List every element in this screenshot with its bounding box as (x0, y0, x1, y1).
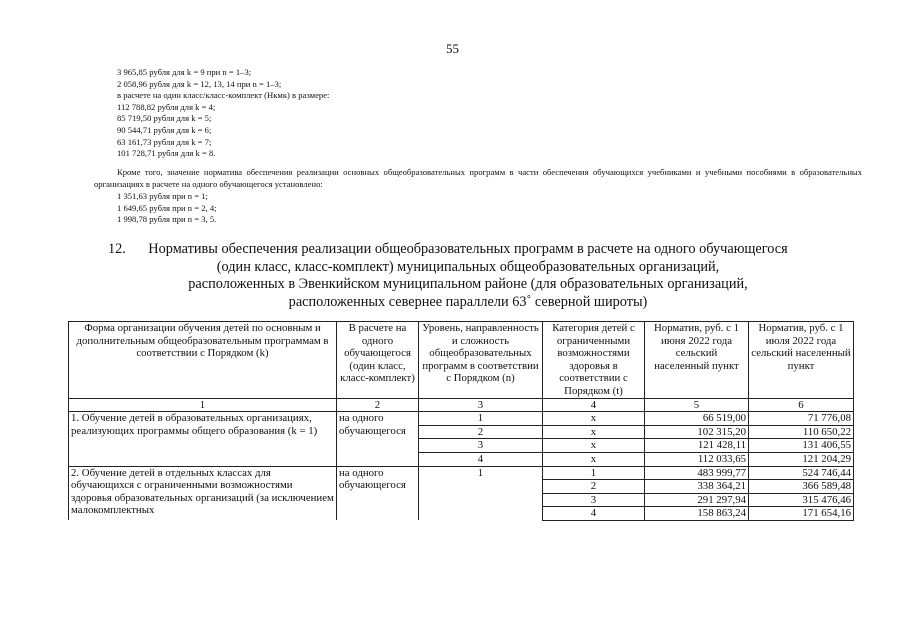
table-row (69, 466, 854, 480)
category-cell: 3 (543, 493, 645, 507)
section-number: 12. (108, 241, 126, 257)
norm-july-cell: 171 654,16 (749, 507, 854, 521)
section-title-line: расположенных севернее параллели 63˚ северной широты) (288, 293, 648, 310)
column-number-row (69, 398, 854, 412)
table-header-row (69, 322, 854, 399)
norm-june-cell: 102 315,20 (645, 425, 749, 439)
header-level: Уровень, направленность и сложность общеобразовательных программ в соответствии с Порядком (n) (419, 322, 543, 399)
header-form: Форма организации обучения детей по основным и дополнительным общеобразовательным программам в соответствии с Порядком (k) (69, 322, 337, 399)
group1-per: на одного обучающегося (337, 412, 419, 466)
intro-line: 85 719,50 рубля для k = 5; (117, 113, 212, 124)
intro-line: 3 965,85 рубля для k = 9 при n = 1–3; (117, 67, 252, 77)
norm-july-cell: 131 406,55 (749, 439, 854, 453)
column-number: 1 (69, 398, 337, 412)
category-cell: 2 (543, 480, 645, 494)
norm-july-cell: 121 204,29 (749, 452, 854, 466)
section-title-line: Нормативы обеспечения реализации общеобразовательных программ в расчете на одного обучающегося (148, 241, 788, 257)
norms-table (68, 321, 854, 521)
norm-july-cell: 366 589,48 (749, 480, 854, 494)
column-number: 5 (645, 398, 749, 412)
header-category: Категория детей с ограниченными возможностями здоровья в соответствии с Порядком (t) (543, 322, 645, 399)
intro-line: 112 788,82 рубля для k = 4; (117, 101, 216, 112)
section-title-line: (один класс, класс-комплект) муниципальных общеобразовательных организаций, (216, 258, 720, 275)
norm-june-cell: 291 297,94 (645, 493, 749, 507)
level-cell: 3 (419, 439, 543, 453)
category-cell: 4 (543, 507, 645, 521)
category-cell: 1 (543, 466, 645, 480)
intro-line: 101 728,71 рубля для k = 8. (117, 148, 216, 159)
column-number: 4 (543, 398, 645, 412)
textbook-amounts (117, 191, 217, 226)
group2-form: 2. Обучение детей в отдельных классах для обучающихся с ограниченными возможностями здоровья образовательных организаций (за исключением малокомплектных (69, 466, 337, 520)
header-norm-july: Норматив, руб. с 1 июля 2022 года сельский населенный пункт (749, 322, 854, 399)
norm-june-cell: 121 428,11 (645, 439, 749, 453)
amount-line: 1 351,63 рубля при n = 1; (117, 191, 208, 201)
column-number: 2 (337, 398, 419, 412)
section-heading (108, 241, 828, 311)
amount-line: 1 998,78 рубля при n = 3, 5. (117, 214, 217, 225)
amount-line: 1 649,65 рубля при n = 2, 4; (117, 202, 217, 213)
norm-july-cell: 110 650,22 (749, 425, 854, 439)
column-number: 6 (749, 398, 854, 412)
header-per: В расчете на одного обучающегося (один класс, класс-комплект) (337, 322, 419, 399)
intro-line: 63 161,73 рубля для k = 7; (117, 136, 212, 147)
norm-june-cell: 66 519,00 (645, 412, 749, 426)
norm-july-cell: 71 776,08 (749, 412, 854, 426)
norm-july-cell: 524 746,44 (749, 466, 854, 480)
group1-form: 1. Обучение детей в образовательных организациях, реализующих программы общего образования (k = 1) (69, 412, 337, 466)
level-cell: 2 (419, 425, 543, 439)
category-cell: х (543, 425, 645, 439)
group2-per: на одного обучающегося (337, 466, 419, 520)
category-cell: х (543, 439, 645, 453)
intro-line: 2 058,96 рубля для k = 12, 13, 14 при n = 1–3; (117, 78, 282, 89)
category-cell: х (543, 452, 645, 466)
intro-line: в расчете на один класс/класс-комплект (Нкмк) в размере: (117, 90, 330, 101)
column-number: 3 (419, 398, 543, 412)
table-row (69, 412, 854, 426)
intro-line: 90 544,71 рубля для k = 6; (117, 124, 212, 135)
norm-july-cell: 315 476,46 (749, 493, 854, 507)
norm-june-cell: 483 999,77 (645, 466, 749, 480)
page-number: 55 (446, 41, 459, 56)
header-norm-june: Норматив, руб. с 1 июня 2022 года сельский населенный пункт (645, 322, 749, 399)
norm-june-cell: 338 364,21 (645, 480, 749, 494)
intro-block (117, 67, 329, 160)
category-cell: х (543, 412, 645, 426)
level-cell: 1 (419, 412, 543, 426)
norm-june-cell: 158 863,24 (645, 507, 749, 521)
section-title-line: расположенных в Эвенкийском муниципальном районе (для образовательных организаций, (188, 276, 748, 292)
textbook-note: Кроме того, значение норматива обеспечения реализации основных общеобразовательных программ в части обеспечения обучающихся учебниками и учебными пособиями в образовательных организациях в расчете на одного обучающегося установлено: (94, 167, 862, 189)
group2-level: 1 (419, 466, 543, 520)
level-cell: 4 (419, 452, 543, 466)
norm-june-cell: 112 033,65 (645, 452, 749, 466)
